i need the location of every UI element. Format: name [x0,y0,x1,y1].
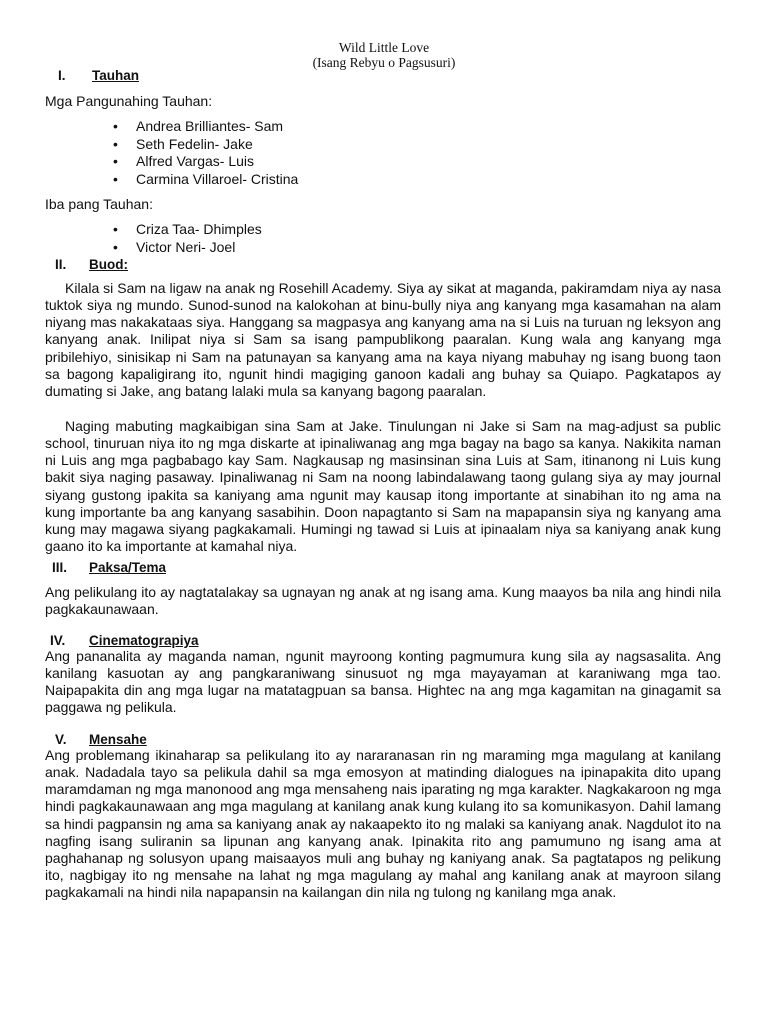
section-title: Mensahe [89,732,147,747]
main-cast-label: Mga Pangunahing Tauhan: [45,93,213,109]
theme-paragraph: Ang pelikulang ito ay nagtatalakay sa ugnayan ng anak at ng isang ama. Kung maayos ba nila ang hindi nila pagkakaunawaan. [45,584,721,618]
section-title: Tauhan [92,68,139,83]
document-title: Wild Little Love [338,40,430,55]
list-item: • Andrea Brilliantes- Sam [113,118,298,136]
section-numeral: I. [58,68,66,83]
section-numeral: II. [55,257,67,272]
list-item: • Seth Fedelin- Jake [113,136,298,154]
summary-paragraph-2: Naging mabuting magkaibigan sina Sam at Jake. Tinulungan ni Jake si Sam na mag-adjust sa public school, tinuruan niya ito ng mga diskarte at ipinaliwanag ang mga bagay na bago sa kanya. Nakikita naman ni Luis ang mga pagbabago kay Sam. Nagkausap ng masinsinan sina Luis at Sam, itinanong ni Luis kung bakit siya naging pasaway. Ipinaliwanag ni Sam na noong labindalawang taong gulang siya ay may journal siyang gustong ipakita sa kaniyang ama ngunit may kausap itong importante at sinabihan ito ng ama na kung importante ba ang kanyang sasabihin. Doon napagtanto si Sam na mapapansin siya ng kanyang ama kung may magawa siyang pagkakamali. Humingi ng tawad si Luis at ipinaalam niya sa kaniyang anak kung gaano ito ka importante at kamahal niya. [45,418,721,555]
section-title: Buod: [89,257,128,272]
list-item: • Carmina Villaroel- Cristina [113,171,298,189]
section-numeral: IV. [50,633,66,648]
message-paragraph: Ang problemang ikinaharap sa pelikulang ito ay nararanasan rin ng maraming mga magulang at kanilang anak. Nadadala tayo sa pelikula dahil sa mga emosyon at matinding dialogues na ipinapakita dito upang maramdaman ng mga manonood ang mga mensaheng nais iparating ng mga karakter. Nagkakaroon ng mga hindi pagkakaunawaan ang mga magulang at kanilang anak kung kulang ito sa komunikasyon. Dahil lamang sa hindi pagpansin ng ama sa kaniyang anak ay nakaapekto ito ng malaki sa kaniyang anak. Nagdulot ito na nagfing isang suliranin sa lipunan ang kanyang anak. Ipinakita rito ang pamumuno ng isang ama at paghahanap ng solusyon upang maisaayos muli ang buhay ng kaniyang anak. Sa pagtatapos ng pelikung ito, nagbigay ito ng mensahe na lahat ng mga magulang ay mahal ang kanilang anak at mayroon silang pagkakamali na hindi nila napapansin na kailangan din nila ng tulong ng kanilang mga anak. [45,747,721,901]
list-item: • Alfred Vargas- Luis [113,153,298,171]
document-subtitle: (Isang Rebyu o Pagsusuri) [312,55,456,70]
other-cast-label: Iba pang Tauhan: [45,196,153,212]
list-item: • Victor Neri- Joel [113,239,262,257]
section-numeral: V. [55,732,67,747]
section-numeral: III. [52,560,68,575]
section-title: Cinematograpiya [89,633,199,648]
cinematography-paragraph: Ang pananalita ay maganda naman, ngunit mayroong konting pagmumura kung sila ay nagsasalita. Ang kanilang kasuotan ay ang pangkaraniwang sinusuot ng mga mayayaman at karaniwang mga tao. Naipapakita din ang mga lugar na matatagpuan sa bansa. Hightec na ang mga kagamitan na ginagamit sa paggawa ng pelikula. [45,648,721,716]
other-cast-list [113,221,262,256]
section-title: Paksa/Tema [89,560,167,575]
main-cast-list [113,118,298,188]
list-item: • Criza Taa- Dhimples [113,221,262,239]
summary-paragraph-1: Kilala si Sam na ligaw na anak ng Rosehill Academy. Siya ay sikat at maganda, pakiramdam niya ay nasa tuktok siya ng mundo. Sunod-sunod na kalokohan at binu-bully niya ang kanyang mga kasamahan na alam niyang mas nakakataas siya. Hanggang sa magpasya ang kanyang ama na si Luis na turuan ng leksyon ang kanyang anak. Inilipat niya si Sam sa isang pampublikong paaralan. Kung wala ang kanyang mga pribilehiyo, sinisikap ni Sam na patunayan sa kanyang ama na kaya niyang mabuhay ng isang buong taon sa bagong kapaligirang ito, ngunit hindi magiging ganoon kadali ang buhay sa Quiapo. Pagkatapos ay dumating si Jake, ang batang lalaki mula sa kanyang bagong paaralan. [45,280,721,399]
